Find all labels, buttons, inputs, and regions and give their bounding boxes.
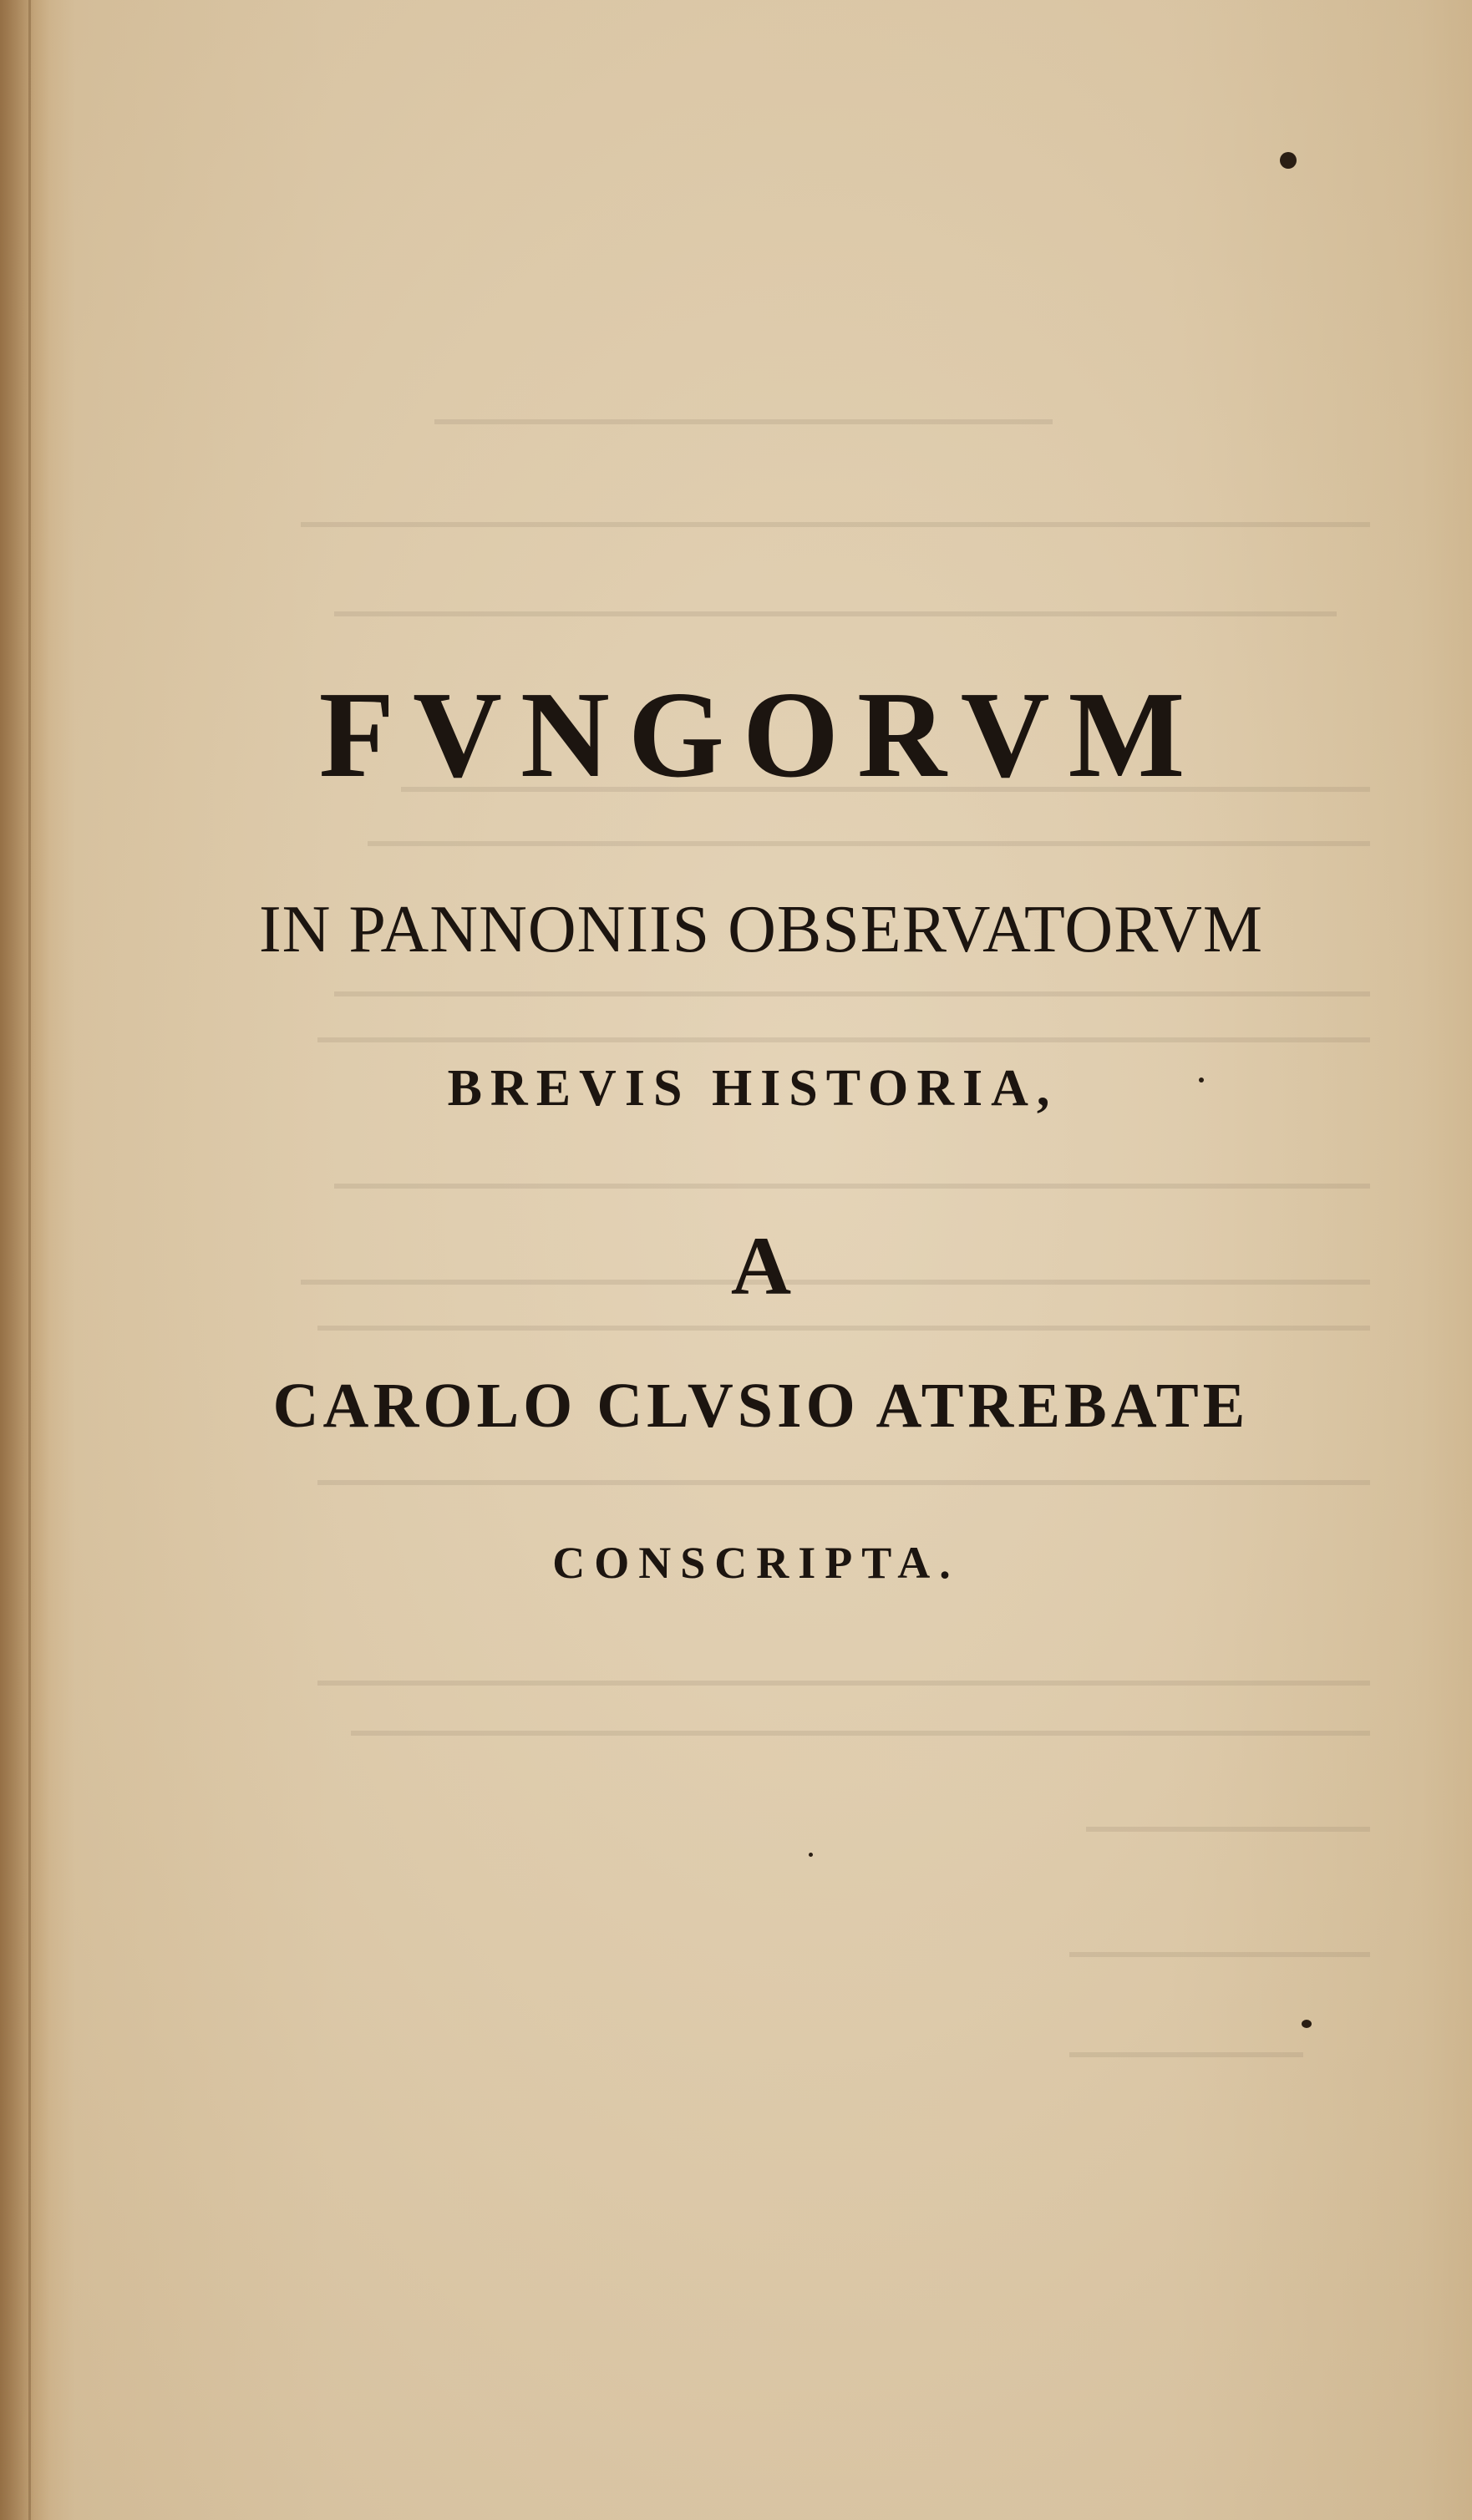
author-line: CAROLO CLVSIO ATREBATE [272,1371,1250,1441]
conscripta-line: CONSCRIPTA. [552,1538,960,1588]
subtitle-line: IN PANNONIIS OBSERVATORVM [258,893,1264,966]
main-title: FVNGORVM [318,667,1204,804]
subtitle-line: BREVIS HISTORIA, [447,1060,1058,1117]
preposition-line: A [730,1219,792,1312]
